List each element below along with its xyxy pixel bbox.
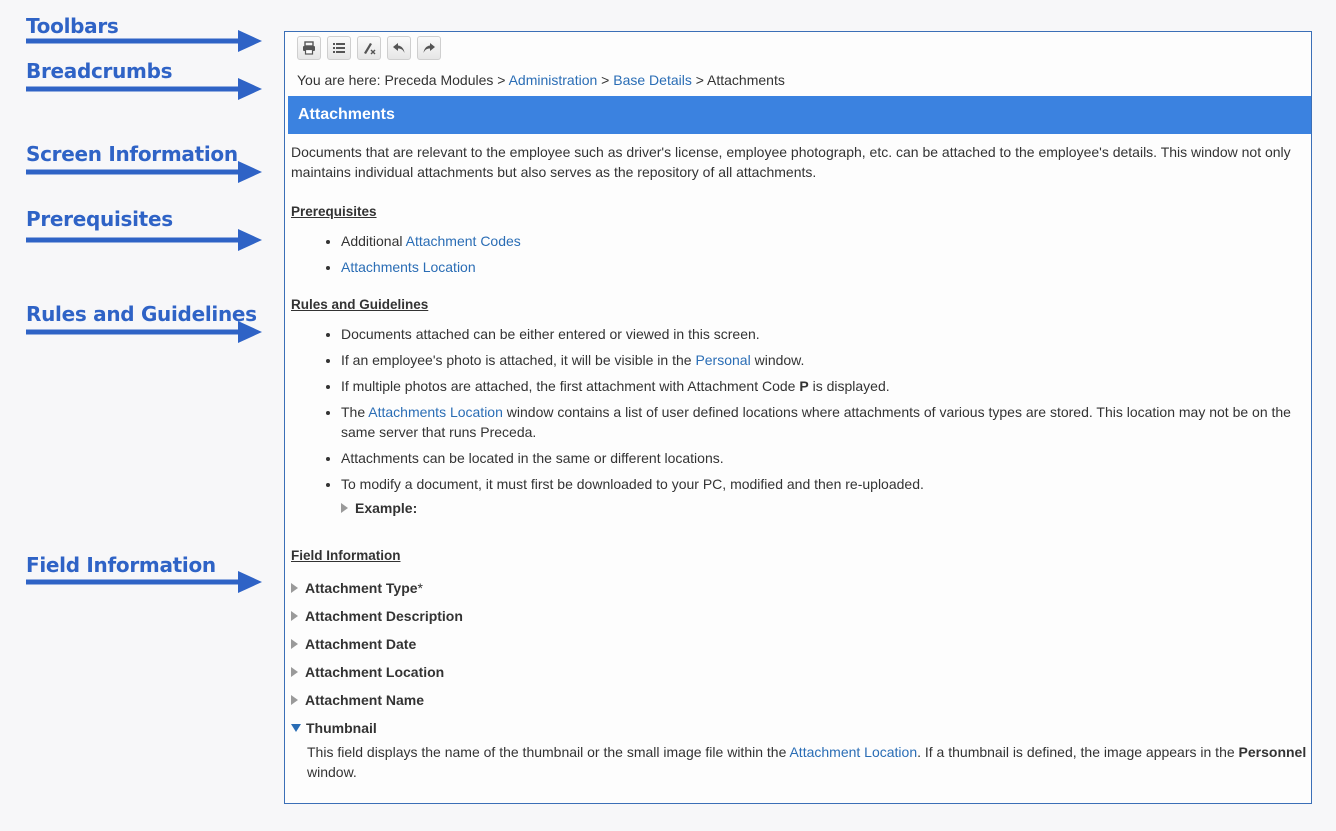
- annotation-label: Field Information: [26, 553, 216, 577]
- list-item: [341, 376, 1307, 396]
- breadcrumb: [297, 72, 785, 88]
- field-thumbnail[interactable]: [291, 714, 1307, 742]
- link-attachments-location[interactable]: Attachments Location: [368, 404, 503, 420]
- arrow-right-icon: [26, 77, 262, 101]
- list-item-text: If multiple photos are attached, the first attachment with Attachment Code: [341, 378, 800, 394]
- description-text: window.: [307, 764, 357, 780]
- field-attachment-date[interactable]: [291, 630, 1307, 658]
- annotation-label: Toolbars: [26, 14, 119, 38]
- list-item: [341, 257, 1307, 277]
- breadcrumb-link-base-details[interactable]: Base Details: [613, 72, 692, 88]
- example-expander[interactable]: [291, 496, 1307, 520]
- required-marker: *: [417, 580, 423, 596]
- breadcrumb-link-administration[interactable]: Administration: [508, 72, 598, 88]
- prerequisites-list: [291, 231, 1307, 277]
- list-item-text: window contains a list of user defined locations where attachments of various types are stored. This location may not be on the same server that runs Preceda.: [341, 404, 1291, 440]
- field-attachment-name[interactable]: [291, 686, 1307, 714]
- field-information-heading: Field Information: [291, 548, 401, 563]
- link-attachment-location[interactable]: Attachment Location: [789, 744, 918, 760]
- help-content: [291, 142, 1307, 782]
- field-label: Attachment Type: [305, 580, 418, 596]
- breadcrumb-current: Attachments: [707, 72, 785, 88]
- annotation-label: Screen Information: [26, 142, 238, 166]
- expander-label: Example:: [355, 500, 418, 516]
- field-attachment-description[interactable]: [291, 602, 1307, 630]
- list-item: • Documents attached can be either entered or viewed in this screen.: [341, 324, 1307, 344]
- print-button[interactable]: [297, 36, 321, 60]
- list-item: • To modify a document, it must first be downloaded to your PC, modified and then re-uploaded.: [341, 474, 1307, 494]
- list-item-text: Additional: [341, 233, 406, 249]
- list-item: [341, 231, 1307, 251]
- expand-right-icon: [341, 503, 348, 513]
- prerequisites-heading: Prerequisites: [291, 204, 377, 219]
- field-label: Attachment Location: [305, 664, 445, 680]
- rules-list: [291, 324, 1307, 494]
- annotation-label: Rules and Guidelines: [26, 302, 257, 326]
- field-attachment-location[interactable]: [291, 658, 1307, 686]
- print-icon: [302, 41, 316, 55]
- link-attachment-codes[interactable]: Attachment Codes: [405, 233, 521, 249]
- forward-button[interactable]: [417, 36, 441, 60]
- forward-icon: [422, 41, 436, 55]
- arrow-right-icon: [26, 320, 262, 344]
- expand-right-icon: [291, 639, 298, 649]
- arrow-right-icon: [26, 570, 262, 594]
- expand-down-icon: [291, 724, 301, 732]
- expand-right-icon: [291, 667, 298, 677]
- back-button[interactable]: [387, 36, 411, 60]
- arrow-right-icon: [26, 29, 262, 53]
- expand-right-icon: [291, 583, 298, 593]
- list-item-text: window.: [750, 352, 805, 368]
- expand-right-icon: [291, 611, 298, 621]
- list-item-text: is displayed.: [808, 378, 890, 394]
- personnel-window-name: Personnel: [1238, 744, 1307, 760]
- screen-information: Documents that are relevant to the employee such as driver's license, employee photograph, etc. can be attached to the employee's details. This window not only maintains individual attachments but also serves as the repository of all attachments.: [291, 144, 1291, 180]
- arrow-right-icon: [26, 160, 262, 184]
- field-label: Attachment Date: [305, 636, 417, 652]
- help-panel: [284, 31, 1312, 804]
- toolbar: [297, 36, 441, 60]
- description-text: . If a thumbnail is defined, the image appears in the: [917, 744, 1239, 760]
- annotation-label: Breadcrumbs: [26, 59, 173, 83]
- list-item: • Attachments can be located in the same or different locations.: [341, 448, 1307, 468]
- link-attachments-location[interactable]: Attachments Location: [341, 259, 476, 275]
- field-label: Attachment Name: [305, 692, 425, 708]
- breadcrumb-separator: >: [597, 72, 614, 88]
- back-icon: [392, 41, 406, 55]
- breadcrumb-separator: >: [691, 72, 708, 88]
- expand-right-icon: [291, 695, 298, 705]
- attachment-code-value: P: [799, 378, 809, 394]
- list-item: [341, 350, 1307, 370]
- arrow-right-icon: [26, 228, 262, 252]
- clear-highlight-button[interactable]: [357, 36, 381, 60]
- field-label: Thumbnail: [306, 720, 377, 736]
- list-item-text: If an employee's photo is attached, it will be visible in the: [341, 352, 696, 368]
- rules-heading: Rules and Guidelines: [291, 297, 429, 312]
- link-personal[interactable]: Personal: [695, 352, 751, 368]
- description-text: This field displays the name of the thumbnail or the small image file within the: [307, 744, 790, 760]
- toc-button[interactable]: [327, 36, 351, 60]
- field-label: Attachment Description: [305, 608, 463, 624]
- breadcrumb-prefix: You are here: Preceda Modules >: [297, 72, 509, 88]
- list-item-text: The: [341, 404, 369, 420]
- list-item: [341, 402, 1307, 442]
- thumbnail-description: [291, 742, 1307, 782]
- list-icon: [332, 41, 346, 55]
- page-title: Attachments: [288, 96, 1311, 134]
- field-attachment-type[interactable]: [291, 574, 1307, 602]
- clear-highlight-icon: [362, 41, 376, 55]
- annotation-label: Prerequisites: [26, 207, 173, 231]
